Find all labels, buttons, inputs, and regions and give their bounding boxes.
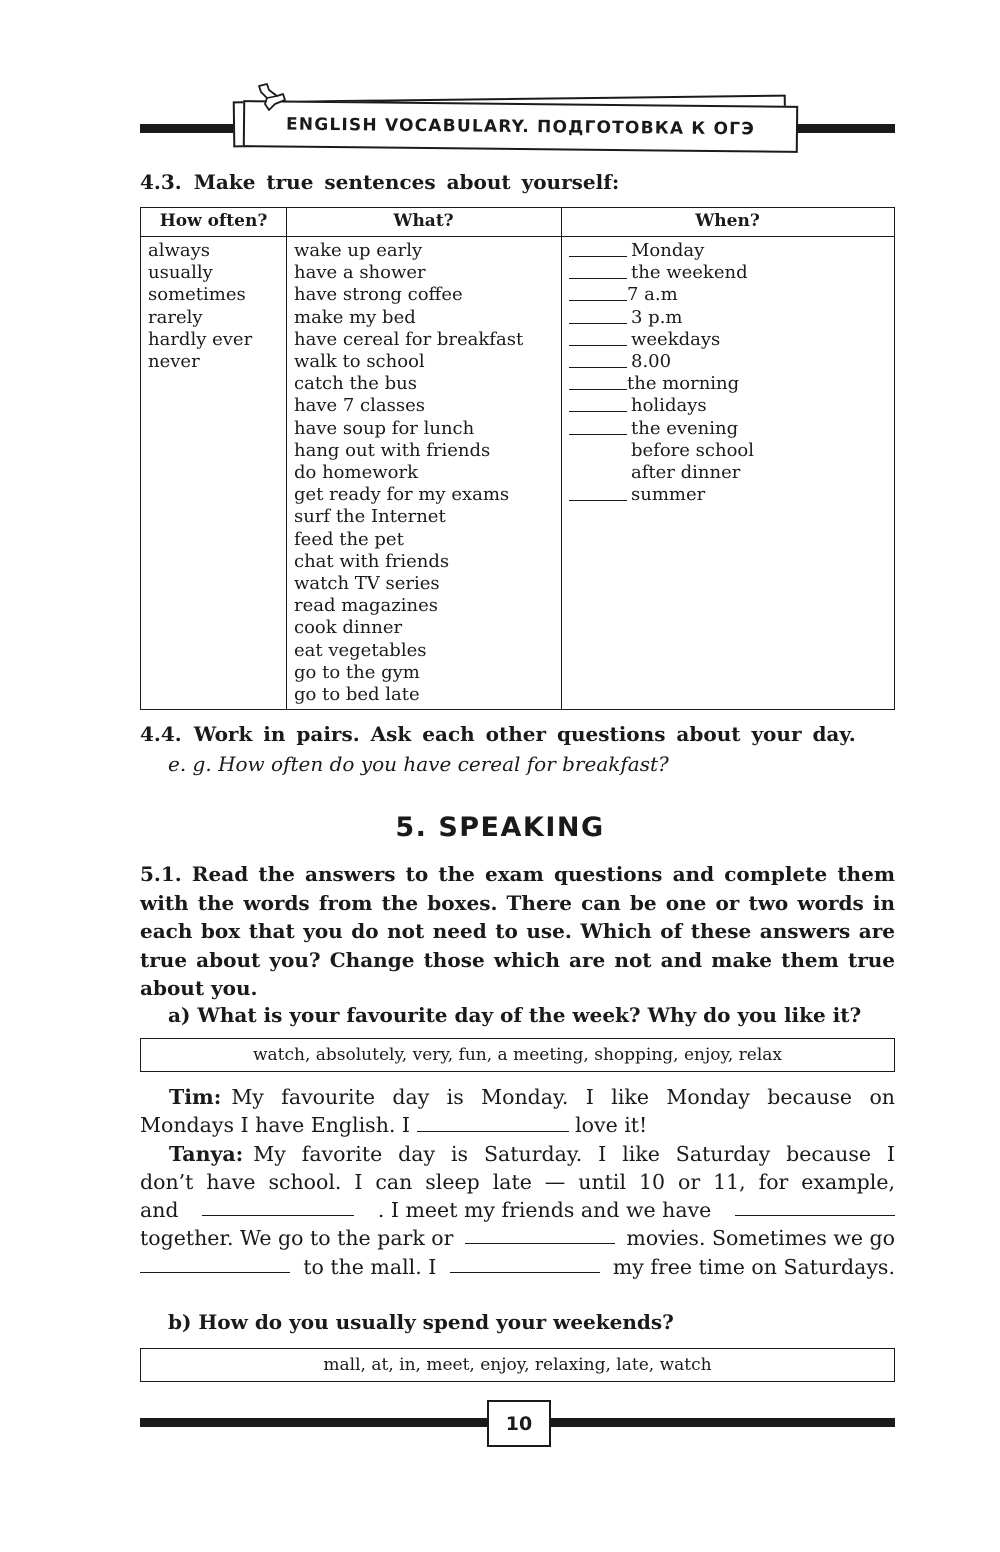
- answer-blank[interactable]: [569, 307, 627, 324]
- answer-blank[interactable]: [140, 1253, 290, 1273]
- exercise-5-1-instructions: [140, 860, 895, 1003]
- dialogue-line: [140, 1140, 895, 1168]
- list-item: [569, 240, 754, 262]
- exercise-number: 4.4.: [140, 722, 182, 746]
- list-item: feed the pet: [294, 528, 404, 550]
- list-item: have 7 classes: [294, 395, 425, 417]
- list-item: go to bed late: [294, 684, 420, 706]
- list-item: [569, 329, 754, 351]
- dialogue-line: [140, 1083, 895, 1111]
- dialogue-text: don’t have school. I can sleep late — until 10 or 11, for example,: [140, 1169, 895, 1194]
- word-box-b: mall, at, in, meet, enjoy, relaxing, late, watch: [140, 1348, 895, 1382]
- answer-blank[interactable]: [569, 418, 627, 435]
- question-b: b) How do you usually spend your weekends?: [168, 1310, 674, 1334]
- answer-blank[interactable]: [569, 373, 627, 390]
- list-item: have soup for lunch: [294, 417, 475, 439]
- list-item: always: [148, 240, 211, 261]
- list-item: cook dinner: [294, 617, 403, 639]
- list-item: eat vegetables: [294, 639, 427, 661]
- dialogue-text: love it!: [575, 1113, 648, 1138]
- column-header-when: When?: [695, 211, 760, 231]
- list-item: [569, 373, 754, 395]
- page-number: 10: [487, 1400, 551, 1447]
- vocabulary-table: [140, 207, 895, 710]
- list-item: surf the Internet: [294, 506, 446, 528]
- header-bar-right: [793, 124, 895, 133]
- list-item: do homework: [294, 462, 418, 484]
- exercise-4-3-heading: [140, 170, 619, 194]
- exercise-text: Read the answers to the exam questions and complete them with the words from the boxes. There can be one or two words in each box that you do not need to use. Which of these answers are true about you? Change those which are not and make them true about you.: [140, 862, 895, 1000]
- dialogue-line: [140, 1253, 895, 1281]
- list-item: usually: [148, 262, 213, 284]
- list-item-text: weekdays: [631, 328, 721, 350]
- list-item: have cereal for breakfast: [294, 328, 524, 350]
- answer-blank[interactable]: [465, 1224, 615, 1244]
- answer-blank[interactable]: [735, 1196, 895, 1216]
- list-item: [569, 351, 754, 373]
- section-title: 5. SPEAKING: [395, 812, 605, 843]
- list-item: [569, 395, 754, 417]
- list-item: sometimes: [148, 284, 246, 306]
- exercise-title: Work in pairs. Ask each other questions about your day.: [193, 722, 856, 746]
- how-often-list: [148, 240, 252, 373]
- answer-blank[interactable]: [569, 284, 627, 301]
- list-item: go to the gym: [294, 661, 420, 683]
- answer-blank[interactable]: [569, 351, 627, 368]
- list-item-text: summer: [631, 484, 706, 506]
- list-item: watch TV series: [294, 573, 440, 595]
- list-item: make my bed: [294, 306, 416, 328]
- list-item-text: the evening: [631, 417, 739, 439]
- exercise-title: Make true sentences about yourself:: [193, 170, 620, 194]
- answer-blank[interactable]: [569, 395, 627, 412]
- exercise-4-4-heading: [140, 722, 856, 746]
- dialogue-text: my free time on Saturdays.: [612, 1254, 895, 1279]
- dialogue-text: together. We go to the park or: [140, 1226, 454, 1251]
- answer-blank[interactable]: [569, 262, 627, 279]
- answer-blank[interactable]: [417, 1112, 569, 1132]
- example-sentence: e. g. How often do you have cereal for breakfast?: [168, 752, 669, 776]
- speaker-name: Tim:: [169, 1085, 222, 1109]
- dialogue-line: [140, 1168, 895, 1196]
- column-header-what: What?: [393, 211, 454, 231]
- list-item: walk to school: [294, 351, 425, 373]
- column-divider: [561, 208, 562, 709]
- list-item: hardly ever: [148, 328, 253, 350]
- what-list: [294, 240, 523, 706]
- dialogue-text: movies. Sometimes we go: [626, 1226, 895, 1251]
- list-item-text: the weekend: [631, 262, 748, 284]
- dialogue-text: . I meet my friends and we have: [377, 1198, 712, 1223]
- dialogue-line: [140, 1224, 895, 1252]
- dialogue-text: and: [140, 1198, 179, 1223]
- list-item: [569, 462, 754, 484]
- list-item: [569, 307, 754, 329]
- header-title: ENGLISH VOCABULARY. ПОДГОТОВКА К ОГЭ: [285, 114, 756, 139]
- list-item: never: [148, 351, 200, 373]
- dialogue-text: My favourite day is Monday. I like Monday because on: [231, 1085, 895, 1109]
- list-item: chat with friends: [294, 550, 450, 572]
- header-banner: [243, 100, 798, 153]
- exercise-number: 5.1.: [140, 862, 182, 886]
- list-item-text: 3 p.m: [631, 306, 683, 328]
- list-item-text: 8.00: [631, 351, 672, 373]
- answer-blank[interactable]: [450, 1253, 600, 1273]
- list-item: have a shower: [294, 262, 426, 284]
- word-box-a: watch, absolutely, very, fun, a meeting, shopping, enjoy, relax: [140, 1038, 895, 1072]
- list-item: [569, 262, 754, 284]
- dialogue-line: [140, 1111, 895, 1139]
- list-item-text: 7 a.m: [627, 284, 678, 306]
- list-item: [569, 440, 754, 462]
- list-item: wake up early: [294, 240, 423, 261]
- list-item: [569, 284, 754, 306]
- list-item: catch the bus: [294, 373, 417, 395]
- header-bar-left: [140, 124, 240, 133]
- header-divider: [141, 236, 894, 237]
- list-item: [569, 418, 754, 440]
- list-item: have strong coffee: [294, 284, 463, 306]
- dialogue-text: to the mall. I: [303, 1254, 437, 1279]
- list-item-text: after dinner: [631, 462, 741, 484]
- pin-icon: [255, 82, 289, 112]
- list-item: hang out with friends: [294, 439, 491, 461]
- speaker-name: Tanya:: [169, 1141, 244, 1166]
- dialogue-text: My favorite day is Saturday. I like Saturday because I: [253, 1141, 895, 1166]
- column-header-how-often: How often?: [159, 211, 268, 231]
- exercise-number: 4.3.: [140, 170, 182, 194]
- answer-blank[interactable]: [569, 240, 627, 257]
- list-item: [569, 484, 754, 506]
- list-item: read magazines: [294, 595, 439, 617]
- column-divider: [286, 208, 287, 709]
- dialogue-line: [140, 1196, 895, 1224]
- list-item: rarely: [148, 306, 203, 328]
- list-item: get ready for my exams: [294, 484, 510, 506]
- when-list: [569, 240, 754, 506]
- footer-bar-left: [140, 1418, 490, 1427]
- question-a: a) What is your favourite day of the week? Why do you like it?: [168, 1003, 862, 1027]
- answer-blank[interactable]: [569, 484, 627, 501]
- answer-blank[interactable]: [569, 329, 627, 346]
- dialogue-text: Mondays I have English. I: [140, 1113, 411, 1138]
- answer-blank[interactable]: [202, 1196, 354, 1216]
- dialogue-a: [140, 1083, 895, 1281]
- footer-bar-right: [548, 1418, 895, 1427]
- list-item-text: the morning: [627, 373, 740, 395]
- list-item-text: before school: [631, 439, 754, 461]
- list-item-text: Monday: [631, 240, 705, 261]
- list-item-text: holidays: [631, 395, 707, 417]
